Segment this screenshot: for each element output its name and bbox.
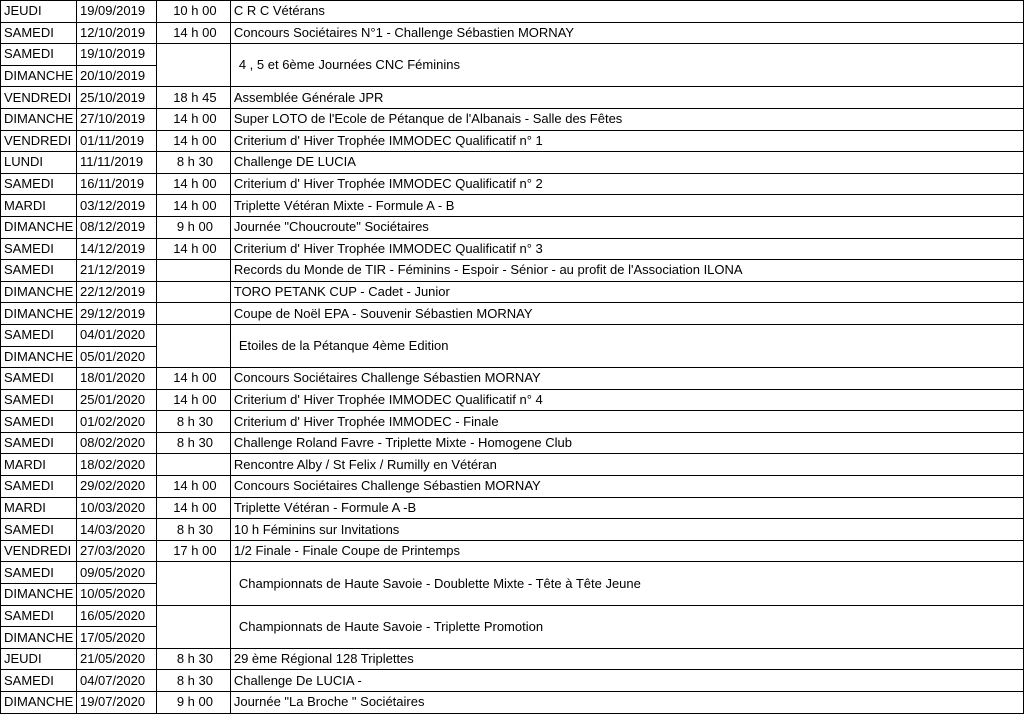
day-cell: DIMANCHE (1, 627, 77, 649)
date-cell: 25/10/2019 (76, 87, 156, 109)
event-cell: Criterium d' Hiver Trophée IMMODEC - Finale (230, 411, 1023, 433)
table-row (1, 1, 1024, 23)
table-row (1, 195, 1024, 217)
table-row (1, 22, 1024, 44)
time-cell (156, 260, 230, 282)
table-row (1, 44, 1024, 66)
day-cell: DIMANCHE (1, 65, 77, 87)
date-cell: 29/12/2019 (76, 303, 156, 325)
date-cell: 29/02/2020 (76, 476, 156, 498)
date-cell: 01/02/2020 (76, 411, 156, 433)
day-cell: SAMEDI (1, 260, 77, 282)
event-cell: Assemblée Générale JPR (230, 87, 1023, 109)
day-cell: LUNDI (1, 152, 77, 174)
event-cell: Championnats de Haute Savoie - Doublette Mixte - Tête à Tête Jeune (230, 562, 1023, 605)
table-row (1, 173, 1024, 195)
date-cell: 10/05/2020 (76, 584, 156, 606)
time-cell: 14 h 00 (156, 497, 230, 519)
table-row (1, 368, 1024, 390)
calendar-body (1, 1, 1024, 714)
time-cell: 8 h 30 (156, 670, 230, 692)
time-cell: 10 h 00 (156, 1, 230, 23)
date-cell: 16/05/2020 (76, 605, 156, 627)
event-cell: Criterium d' Hiver Trophée IMMODEC Qualificatif n° 4 (230, 389, 1023, 411)
table-row (1, 303, 1024, 325)
day-cell: SAMEDI (1, 324, 77, 346)
table-row (1, 216, 1024, 238)
day-cell: SAMEDI (1, 368, 77, 390)
time-cell (156, 324, 230, 367)
date-cell: 18/01/2020 (76, 368, 156, 390)
date-cell: 09/05/2020 (76, 562, 156, 584)
date-cell: 04/07/2020 (76, 670, 156, 692)
day-cell: SAMEDI (1, 519, 77, 541)
time-cell: 9 h 00 (156, 692, 230, 714)
event-cell: Concours Sociétaires Challenge Sébastien MORNAY (230, 476, 1023, 498)
day-cell: DIMANCHE (1, 692, 77, 714)
time-cell: 8 h 30 (156, 648, 230, 670)
date-cell: 14/03/2020 (76, 519, 156, 541)
day-cell: SAMEDI (1, 173, 77, 195)
day-cell: MARDI (1, 195, 77, 217)
time-cell (156, 605, 230, 648)
date-cell: 08/02/2020 (76, 432, 156, 454)
time-cell (156, 281, 230, 303)
time-cell: 18 h 45 (156, 87, 230, 109)
table-row (1, 562, 1024, 584)
day-cell: JEUDI (1, 648, 77, 670)
table-row (1, 670, 1024, 692)
time-cell (156, 562, 230, 605)
day-cell: SAMEDI (1, 605, 77, 627)
table-row (1, 281, 1024, 303)
date-cell: 04/01/2020 (76, 324, 156, 346)
time-cell (156, 44, 230, 87)
day-cell: SAMEDI (1, 389, 77, 411)
day-cell: SAMEDI (1, 238, 77, 260)
date-cell: 03/12/2019 (76, 195, 156, 217)
event-cell: 4 , 5 et 6ème Journées CNC Féminins (230, 44, 1023, 87)
day-cell: SAMEDI (1, 44, 77, 66)
event-cell: Etoiles de la Pétanque 4ème Edition (230, 324, 1023, 367)
time-cell: 9 h 00 (156, 216, 230, 238)
date-cell: 21/05/2020 (76, 648, 156, 670)
table-row (1, 87, 1024, 109)
date-cell: 22/12/2019 (76, 281, 156, 303)
date-cell: 19/10/2019 (76, 44, 156, 66)
date-cell: 10/03/2020 (76, 497, 156, 519)
time-cell: 8 h 30 (156, 152, 230, 174)
event-cell: Criterium d' Hiver Trophée IMMODEC Qualificatif n° 1 (230, 130, 1023, 152)
table-row (1, 476, 1024, 498)
time-cell: 8 h 30 (156, 519, 230, 541)
table-row (1, 454, 1024, 476)
time-cell: 14 h 00 (156, 389, 230, 411)
date-cell: 11/11/2019 (76, 152, 156, 174)
event-cell: TORO PETANK CUP - Cadet - Junior (230, 281, 1023, 303)
day-cell: DIMANCHE (1, 346, 77, 368)
event-cell: Rencontre Alby / St Felix / Rumilly en Vétéran (230, 454, 1023, 476)
time-cell (156, 303, 230, 325)
day-cell: VENDREDI (1, 540, 77, 562)
table-row (1, 411, 1024, 433)
day-cell: SAMEDI (1, 432, 77, 454)
time-cell: 8 h 30 (156, 411, 230, 433)
day-cell: SAMEDI (1, 22, 77, 44)
table-row (1, 152, 1024, 174)
table-row (1, 108, 1024, 130)
event-cell: Journée "La Broche " Sociétaires (230, 692, 1023, 714)
event-cell: Concours Sociétaires N°1 - Challenge Sébastien MORNAY (230, 22, 1023, 44)
date-cell: 27/10/2019 (76, 108, 156, 130)
date-cell: 21/12/2019 (76, 260, 156, 282)
day-cell: DIMANCHE (1, 303, 77, 325)
time-cell: 14 h 00 (156, 476, 230, 498)
event-cell: Triplette Vétéran - Formule A -B (230, 497, 1023, 519)
table-row (1, 692, 1024, 714)
time-cell: 14 h 00 (156, 238, 230, 260)
date-cell: 19/07/2020 (76, 692, 156, 714)
date-cell: 27/03/2020 (76, 540, 156, 562)
date-cell: 17/05/2020 (76, 627, 156, 649)
table-row (1, 605, 1024, 627)
event-cell: Triplette Vétéran Mixte - Formule A - B (230, 195, 1023, 217)
day-cell: DIMANCHE (1, 108, 77, 130)
day-cell: SAMEDI (1, 670, 77, 692)
date-cell: 08/12/2019 (76, 216, 156, 238)
time-cell: 14 h 00 (156, 22, 230, 44)
event-cell: 10 h Féminins sur Invitations (230, 519, 1023, 541)
event-cell: Challenge Roland Favre - Triplette Mixte - Homogene Club (230, 432, 1023, 454)
event-cell: Journée "Choucroute" Sociétaires (230, 216, 1023, 238)
time-cell: 17 h 00 (156, 540, 230, 562)
table-row (1, 389, 1024, 411)
table-row (1, 324, 1024, 346)
event-cell: 1/2 Finale - Finale Coupe de Printemps (230, 540, 1023, 562)
date-cell: 14/12/2019 (76, 238, 156, 260)
time-cell: 14 h 00 (156, 108, 230, 130)
table-row (1, 497, 1024, 519)
event-cell: Records du Monde de TIR - Féminins - Espoir - Sénior - au profit de l'Association ILONA (230, 260, 1023, 282)
time-cell: 14 h 00 (156, 368, 230, 390)
event-cell: Criterium d' Hiver Trophée IMMODEC Qualificatif n° 3 (230, 238, 1023, 260)
day-cell: SAMEDI (1, 411, 77, 433)
day-cell: JEUDI (1, 1, 77, 23)
event-cell: Coupe de Noël EPA - Souvenir Sébastien MORNAY (230, 303, 1023, 325)
time-cell (156, 454, 230, 476)
day-cell: DIMANCHE (1, 281, 77, 303)
table-row (1, 130, 1024, 152)
table-row (1, 432, 1024, 454)
table-row (1, 648, 1024, 670)
date-cell: 12/10/2019 (76, 22, 156, 44)
event-cell: Concours Sociétaires Challenge Sébastien MORNAY (230, 368, 1023, 390)
event-cell: Championnats de Haute Savoie - Triplette Promotion (230, 605, 1023, 648)
day-cell: MARDI (1, 454, 77, 476)
day-cell: DIMANCHE (1, 584, 77, 606)
event-cell: Super LOTO de l'Ecole de Pétanque de l'Albanais - Salle des Fêtes (230, 108, 1023, 130)
time-cell: 14 h 00 (156, 130, 230, 152)
table-row (1, 260, 1024, 282)
date-cell: 18/02/2020 (76, 454, 156, 476)
table-row (1, 519, 1024, 541)
date-cell: 05/01/2020 (76, 346, 156, 368)
day-cell: VENDREDI (1, 87, 77, 109)
date-cell: 01/11/2019 (76, 130, 156, 152)
date-cell: 20/10/2019 (76, 65, 156, 87)
day-cell: VENDREDI (1, 130, 77, 152)
table-row (1, 238, 1024, 260)
event-cell: 29 ème Régional 128 Triplettes (230, 648, 1023, 670)
event-cell: Challenge DE LUCIA (230, 152, 1023, 174)
date-cell: 25/01/2020 (76, 389, 156, 411)
time-cell: 14 h 00 (156, 195, 230, 217)
day-cell: DIMANCHE (1, 216, 77, 238)
event-cell: Challenge De LUCIA - (230, 670, 1023, 692)
event-cell: C R C Vétérans (230, 1, 1023, 23)
time-cell: 14 h 00 (156, 173, 230, 195)
date-cell: 19/09/2019 (76, 1, 156, 23)
day-cell: SAMEDI (1, 476, 77, 498)
day-cell: SAMEDI (1, 562, 77, 584)
date-cell: 16/11/2019 (76, 173, 156, 195)
table-row (1, 540, 1024, 562)
event-cell: Criterium d' Hiver Trophée IMMODEC Qualificatif n° 2 (230, 173, 1023, 195)
time-cell: 8 h 30 (156, 432, 230, 454)
day-cell: MARDI (1, 497, 77, 519)
